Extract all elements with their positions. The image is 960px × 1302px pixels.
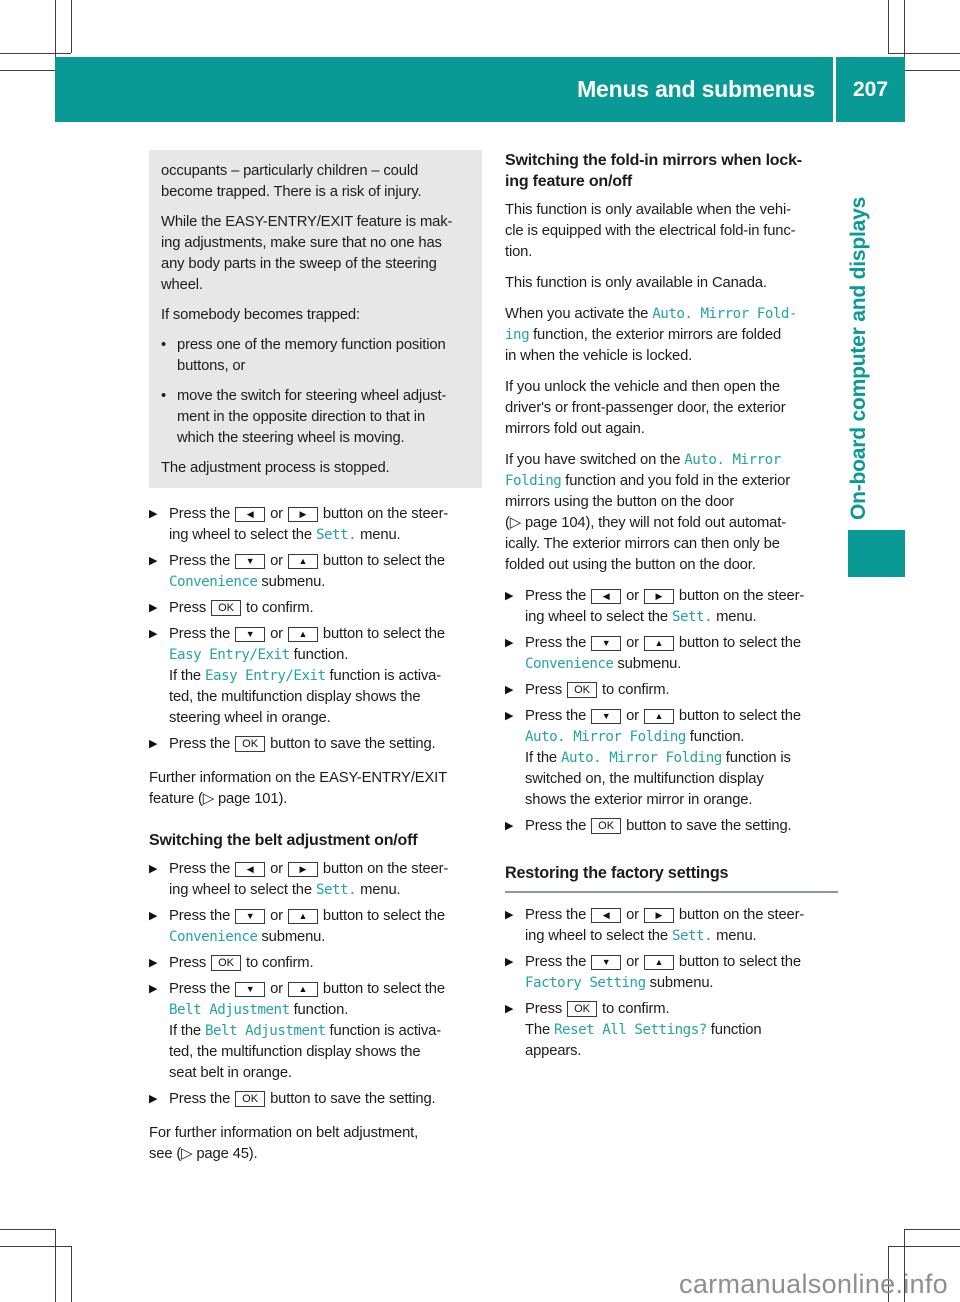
body-text: to confirm. (242, 600, 314, 616)
body-text: button to save the setting. (622, 818, 792, 834)
body-text: function. (289, 647, 349, 663)
body-text: Press the (169, 908, 235, 924)
ok-button-icon: OK (567, 682, 597, 698)
arrow-up-button-icon: ▲ (288, 909, 318, 924)
step-text (169, 600, 313, 616)
body-text: submenu. (257, 929, 326, 945)
body-text: function. (685, 729, 745, 745)
chapter-tab-marker (848, 530, 905, 577)
body-text: seat belt in orange. (169, 1065, 292, 1081)
body-text: button to select the (674, 954, 801, 970)
instruction-step (149, 551, 482, 593)
body-text: button on the steer- (318, 861, 449, 877)
body-text: If you unlock the vehicle and then open the (505, 379, 780, 395)
body-text: button to select the (318, 626, 445, 642)
body-text: ing wheel to select the (169, 527, 316, 543)
body-text: ing wheel to select the (525, 609, 672, 625)
body-text: wheel. (161, 277, 203, 293)
instruction-step (149, 859, 482, 901)
page-number: 207 (852, 77, 889, 101)
step-marker-icon: ▶ (149, 738, 158, 750)
body-text: menu. (356, 882, 401, 898)
instruction-step (149, 734, 482, 755)
instruction-step (149, 1089, 482, 1110)
factory-settings-steps (505, 905, 838, 1062)
body-text: mirrors fold out again. (505, 421, 645, 437)
step-marker-icon: ▶ (149, 983, 158, 995)
factory-settings-heading: Restoring the factory settings (505, 863, 838, 893)
body-text: ing adjustments, make sure that no one has (161, 235, 442, 251)
body-text: button on the steer- (674, 907, 805, 923)
body-text: ted, the multifunction display shows the (169, 689, 421, 705)
easy-entry-note (149, 768, 482, 810)
bullet-item (161, 386, 470, 449)
body-text: When you activate the (505, 306, 653, 322)
body-text: to confirm. (242, 955, 314, 971)
body-text: or (266, 506, 287, 522)
menu-item-text: Convenience (169, 574, 258, 590)
body-text: ted, the multifunction display shows the (169, 1044, 421, 1060)
menu-item-text: Sett. (315, 527, 357, 543)
body-text: Press the (525, 708, 591, 724)
body-text: Press (525, 682, 567, 698)
body-text: If somebody becomes trapped: (161, 307, 360, 323)
body-text: function is activa- (325, 668, 442, 684)
body-text: or (622, 708, 643, 724)
arrow-up-button-icon: ▲ (644, 709, 674, 724)
body-text: function is activa- (325, 1023, 442, 1039)
body-text: The (525, 1022, 555, 1038)
right-column (505, 150, 838, 1067)
menu-item-text: Belt Adjustment (169, 1002, 290, 1018)
instruction-step (149, 504, 482, 546)
instruction-step (149, 979, 482, 1084)
step-marker-icon: ▶ (149, 602, 158, 614)
instruction-step (505, 905, 838, 947)
body-text: buttons, or (177, 358, 246, 374)
body-text: Press the (169, 861, 235, 877)
body-text: ically. The exterior mirrors can then only be (505, 536, 780, 552)
arrow-left-button-icon: ◀ (235, 507, 265, 522)
step-text (525, 588, 804, 625)
body-text: or (266, 981, 287, 997)
paragraph (505, 450, 838, 576)
crop-mark (0, 1229, 55, 1230)
step-marker-icon: ▶ (505, 590, 514, 602)
instruction-step (149, 953, 482, 974)
body-text: or (622, 588, 643, 604)
menu-item-text: Sett. (671, 609, 713, 625)
body-text: or (266, 626, 287, 642)
instruction-step (505, 680, 838, 701)
body-text: switched on, the multifunction display (525, 771, 764, 787)
body-text: Press the (169, 1091, 235, 1107)
body-text: driver's or front-passenger door, the exterior (505, 400, 786, 416)
menu-item-text: Auto. Mirror Folding (560, 750, 722, 766)
ok-button-icon: OK (211, 600, 241, 616)
instruction-step (505, 999, 838, 1062)
fold-in-mirrors-paragraphs (505, 200, 838, 576)
body-text: in when the vehicle is locked. (505, 348, 693, 364)
crop-mark (71, 0, 72, 53)
step-marker-icon: ▶ (149, 1093, 158, 1105)
menu-item-text: Auto. Mirror Folding (525, 729, 686, 745)
body-text: Press the (525, 907, 591, 923)
step-text (525, 708, 801, 808)
arrow-up-button-icon: ▲ (288, 554, 318, 569)
body-text: Press (169, 955, 211, 971)
paragraph (161, 212, 470, 296)
body-text: Press (169, 600, 211, 616)
body-text: button to save the setting. (266, 1091, 436, 1107)
body-text: Press the (525, 818, 591, 834)
menu-item-text: Sett. (671, 928, 713, 944)
body-text: Press the (169, 506, 235, 522)
body-text: function is (721, 750, 791, 766)
ok-button-icon: OK (235, 1091, 265, 1107)
body-text: or (266, 553, 287, 569)
body-text: menu. (712, 928, 757, 944)
body-text: appears. (525, 1043, 582, 1059)
bullet-icon: • (161, 388, 167, 404)
body-text: submenu. (257, 574, 326, 590)
body-text: submenu. (645, 975, 714, 991)
warning-box (149, 150, 482, 488)
instruction-step (149, 598, 482, 619)
arrow-right-button-icon: ▶ (644, 908, 674, 923)
body-text: or (266, 861, 287, 877)
step-text (169, 908, 445, 945)
ok-button-icon: OK (591, 818, 621, 834)
body-text: function. (289, 1002, 349, 1018)
body-text: button to save the setting. (266, 736, 436, 752)
arrow-down-button-icon: ▼ (235, 627, 265, 642)
body-text: Switching the fold-in mirrors when lock- (505, 152, 802, 169)
warning-closing-text (161, 458, 470, 479)
body-text: function (706, 1022, 762, 1038)
chapter-label-vertical: On-board computer and displays (847, 196, 870, 520)
crop-mark (0, 70, 55, 71)
step-marker-icon: ▶ (149, 863, 158, 875)
body-text: to confirm. (598, 682, 670, 698)
arrow-right-button-icon: ▶ (288, 507, 318, 522)
menu-item-text: Easy Entry/Exit (204, 668, 326, 684)
step-marker-icon: ▶ (149, 628, 158, 640)
step-text (525, 818, 792, 834)
body-text: button to select the (674, 708, 801, 724)
menu-item-text: Factory Setting (525, 975, 646, 991)
body-text: Press the (525, 635, 591, 651)
belt-adjustment-heading: Switching the belt adjustment on/off (149, 832, 418, 849)
body-text: shows the exterior mirror in orange. (525, 792, 753, 808)
paragraph (505, 200, 838, 263)
body-text: submenu. (613, 656, 682, 672)
step-text (169, 955, 313, 971)
body-text: Press the (525, 954, 591, 970)
body-text: to confirm. (598, 1001, 670, 1017)
body-text: menu. (712, 609, 757, 625)
instruction-step (505, 633, 838, 675)
crop-mark (904, 70, 960, 71)
body-text: steering wheel in orange. (169, 710, 331, 726)
step-text (525, 1001, 761, 1059)
menu-item-text: Auto. Mirror Fold‐ (652, 306, 797, 322)
arrow-up-button-icon: ▲ (288, 982, 318, 997)
bullet-icon: • (161, 337, 167, 353)
body-text: If you have switched on the (505, 452, 685, 468)
menu-item-text: Belt Adjustment (204, 1023, 326, 1039)
paragraph (161, 305, 470, 326)
body-text: cle is equipped with the electrical fold-in func- (505, 223, 796, 239)
watermark-text: carmanualsonline.info (679, 1269, 948, 1299)
step-marker-icon: ▶ (149, 508, 158, 520)
step-marker-icon: ▶ (505, 637, 514, 649)
body-text: Further information on the EASY-ENTRY/EXIT (149, 770, 447, 786)
menu-item-text: ing (505, 327, 530, 343)
body-text: If the (525, 750, 561, 766)
body-text: Press the (169, 626, 235, 642)
step-text (169, 626, 445, 726)
body-text: For further information on belt adjustment, (149, 1125, 419, 1141)
instruction-step (149, 906, 482, 948)
crop-mark (904, 1229, 960, 1230)
belt-adjustment-steps (149, 859, 482, 1110)
body-text: become trapped. There is a risk of injury. (161, 184, 422, 200)
body-text: move the switch for steering wheel adjust- (177, 388, 447, 404)
body-text: Press the (169, 553, 235, 569)
body-text: ment in the opposite direction to that in (177, 409, 426, 425)
body-text: menu. (356, 527, 401, 543)
bullet-text (177, 335, 446, 377)
step-marker-icon: ▶ (505, 684, 514, 696)
easy-entry-steps (149, 504, 482, 755)
body-text: button to select the (318, 553, 445, 569)
body-text: button on the steer- (674, 588, 805, 604)
arrow-left-button-icon: ◀ (591, 908, 621, 923)
step-text (169, 736, 436, 752)
step-text (169, 981, 445, 1081)
body-text: ing feature on/off (505, 173, 633, 190)
body-text: If the (169, 1023, 205, 1039)
instruction-step (505, 706, 838, 811)
step-marker-icon: ▶ (149, 555, 158, 567)
body-text: button to select the (318, 908, 445, 924)
arrow-left-button-icon: ◀ (235, 862, 265, 877)
body-text: tion. (505, 244, 533, 260)
step-text (525, 635, 801, 672)
step-marker-icon: ▶ (505, 710, 514, 722)
belt-adjustment-note (149, 1123, 482, 1165)
body-text: (▷ page 104), they will not fold out automat- (505, 515, 786, 531)
body-text: or (266, 908, 287, 924)
body-text: Press the (525, 588, 591, 604)
step-text (525, 954, 801, 991)
step-marker-icon: ▶ (505, 1003, 514, 1015)
instruction-step (505, 952, 838, 994)
page-header (55, 57, 905, 122)
body-text: This function is only available in Canada. (505, 275, 767, 291)
body-text: or (622, 954, 643, 970)
menu-item-text: Reset All Settings? (554, 1022, 707, 1038)
paragraph (505, 377, 838, 440)
body-text: button on the steer- (318, 506, 449, 522)
arrow-down-button-icon: ▼ (235, 909, 265, 924)
ok-button-icon: OK (211, 955, 241, 971)
step-marker-icon: ▶ (505, 820, 514, 832)
arrow-right-button-icon: ▶ (288, 862, 318, 877)
body-text: function and you fold in the exterior (561, 473, 791, 489)
menu-item-text: Folding (505, 473, 562, 489)
arrow-down-button-icon: ▼ (591, 709, 621, 724)
instruction-step (505, 586, 838, 628)
step-marker-icon: ▶ (505, 956, 514, 968)
body-text: ing wheel to select the (525, 928, 672, 944)
body-text: Press the (169, 736, 235, 752)
body-text: Press (525, 1001, 567, 1017)
step-text (169, 861, 448, 898)
body-text: function, the exterior mirrors are folded (529, 327, 782, 343)
arrow-right-button-icon: ▶ (644, 589, 674, 604)
body-text: or (622, 907, 643, 923)
step-text (525, 682, 669, 698)
bullet-item (161, 335, 470, 377)
paragraph (505, 304, 838, 367)
ok-button-icon: OK (235, 736, 265, 752)
crop-mark (71, 1246, 72, 1302)
body-text: or (622, 635, 643, 651)
crop-mark (888, 0, 889, 53)
menu-item-text: Sett. (315, 882, 357, 898)
instruction-step (505, 816, 838, 837)
ok-button-icon: OK (567, 1001, 597, 1017)
page-title: Menus and submenus (577, 76, 815, 102)
bullet-text (177, 386, 446, 449)
step-text (169, 553, 445, 590)
fold-in-mirrors-steps (505, 586, 838, 837)
body-text: occupants – particularly children – could (161, 163, 419, 179)
step-text (169, 506, 448, 543)
arrow-up-button-icon: ▲ (644, 955, 674, 970)
arrow-down-button-icon: ▼ (235, 554, 265, 569)
crop-mark (888, 53, 960, 54)
menu-item-text: Auto. Mirror (684, 452, 781, 468)
body-text: Press the (169, 981, 235, 997)
arrow-down-button-icon: ▼ (235, 982, 265, 997)
step-text (169, 1091, 436, 1107)
body-text: feature (▷ page 101). (149, 791, 288, 807)
body-text: folded out using the button on the door. (505, 557, 756, 573)
arrow-left-button-icon: ◀ (591, 589, 621, 604)
menu-item-text: Convenience (169, 929, 258, 945)
body-text: press one of the memory function position (177, 337, 446, 353)
left-column (149, 150, 482, 1175)
crop-mark (0, 53, 71, 54)
fold-in-mirrors-heading (505, 150, 838, 192)
arrow-down-button-icon: ▼ (591, 955, 621, 970)
body-text: The adjustment process is stopped. (161, 460, 390, 476)
body-text: see (▷ page 45). (149, 1146, 258, 1162)
instruction-step (149, 624, 482, 729)
body-text: any body parts in the sweep of the steering (161, 256, 437, 272)
paragraph (505, 273, 838, 294)
arrow-up-button-icon: ▲ (288, 627, 318, 642)
crop-mark (0, 1246, 71, 1247)
crop-mark (55, 1229, 56, 1302)
crop-mark (888, 1246, 960, 1247)
body-text: ing wheel to select the (169, 882, 316, 898)
arrow-down-button-icon: ▼ (591, 636, 621, 651)
menu-item-text: Convenience (525, 656, 614, 672)
body-text: mirrors using the button on the door (505, 494, 735, 510)
body-text: button to select the (674, 635, 801, 651)
step-text (525, 907, 804, 944)
arrow-up-button-icon: ▲ (644, 636, 674, 651)
body-text: This function is only available when the vehi- (505, 202, 791, 218)
step-marker-icon: ▶ (149, 910, 158, 922)
paragraph (161, 161, 470, 203)
body-text: If the (169, 668, 205, 684)
step-marker-icon: ▶ (149, 957, 158, 969)
body-text: While the EASY-ENTRY/EXIT feature is mak- (161, 214, 453, 230)
body-text: button to select the (318, 981, 445, 997)
step-marker-icon: ▶ (505, 909, 514, 921)
menu-item-text: Easy Entry/Exit (169, 647, 290, 663)
body-text: which the steering wheel is moving. (177, 430, 405, 446)
